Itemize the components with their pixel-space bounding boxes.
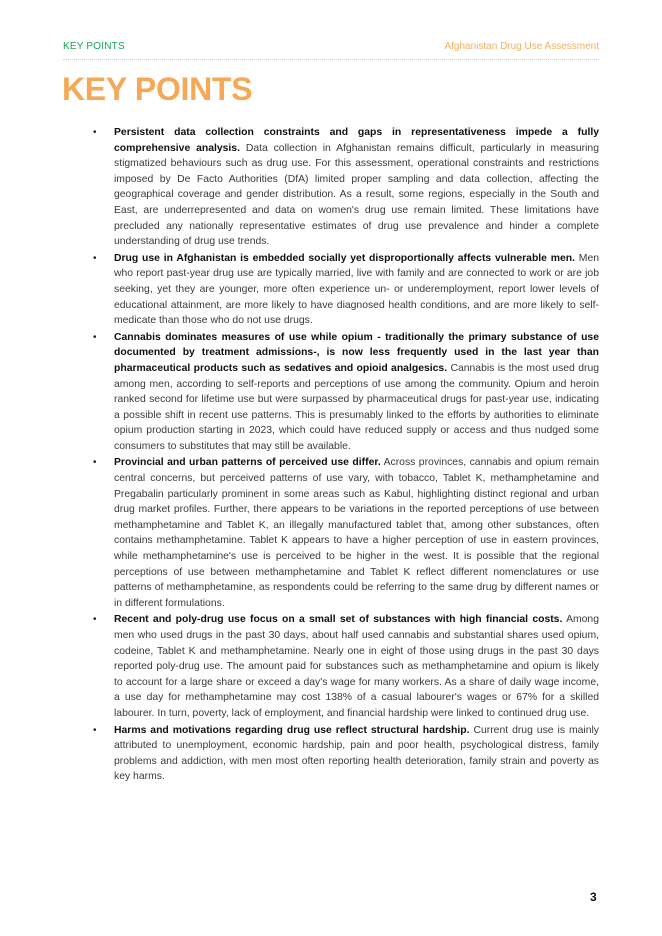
bullet-icon: • bbox=[93, 127, 97, 138]
key-point-lead: Recent and poly-drug use focus on a small set of substances with high financial costs. bbox=[114, 614, 563, 626]
key-point-body: Men who report past-year drug use are typically married, live with family and are connected to work or are job seeking, yet they are younger, more often experience un- or underemployment, report lower levels of educational attainment, are more likely to have diagnosed health conditions, and are more likely to self-medicate than those who do not use drugs. bbox=[114, 252, 600, 327]
key-point-body: Current drug use is mainly attributed to unemployment, economic hardship, pain and poor health, psychological distress, family problems and addiction, with men most often reporting health deterioration, family strain and poverty as key harms. bbox=[114, 724, 599, 783]
key-point-lead: Cannabis dominates measures of use while opium - traditionally the primary substance of use documented by treatment admissions-, is now less frequently used in the last year than pharmaceutical products such as sedatives and opioid analgesics. bbox=[114, 331, 599, 374]
key-point-lead: Persistent data collection constraints and gaps in representativeness impede a fully comprehensive analysis. bbox=[114, 127, 599, 154]
key-point bbox=[93, 125, 599, 250]
key-point bbox=[93, 455, 599, 611]
bullet-icon: • bbox=[93, 724, 97, 736]
key-point-body: Data collection in Afghanistan remains difficult, particularly in measuring stigmatized behaviours such as drug use. For this assessment, operational constraints and restrictions imposed by De Facto Authorities (DfA) limited proper sampling and data collection, affecting the geographical coverage and gender distribution. As a result, some regions, especially in the South and East, are underrepresented and data on women's drug use remain limited. These limitations have precluded any nationally representative estimates of drug use prevalence and hinder a complete understanding of drug use trends. bbox=[114, 142, 599, 248]
header-report-title: Afghanistan Drug Use Assessment bbox=[444, 41, 599, 52]
running-header bbox=[63, 41, 599, 60]
key-points-list bbox=[93, 125, 600, 786]
bullet-icon: • bbox=[93, 457, 97, 469]
key-point-lead: Harms and motivations regarding drug use reflect structural hardship. bbox=[114, 724, 470, 736]
key-point bbox=[93, 723, 599, 785]
key-point-lead: Drug use in Afghanistan is embedded socially yet disproportionally affects vulnerable men. bbox=[114, 252, 575, 264]
bullet-icon: • bbox=[93, 614, 97, 626]
key-point-body: Cannabis is the most used drug among men, according to self-reports and perceptions of use among the community. Opium and heroin ranked second for lifetime use but were surpassed by pharmaceutical drugs for past-year use, indicating a possible shift in recent use patterns. This is presumably linked to the efforts by authorities to eliminate opium production starting in 2023, which could have reduced supply or access and thus nudged some consumers to substitutes that may still be available. bbox=[114, 362, 599, 452]
page-number: 3 bbox=[590, 890, 597, 904]
bullet-icon: • bbox=[93, 252, 97, 264]
key-point-body: Across provinces, cannabis and opium remain central concerns, but perceived patterns of use vary, with tobacco, Tablet K, methamphetamine and Pregabalin particularly prominent in some areas such as Kabul, highlighting distinct regional and urban drug market profiles. Further, there appears to be variations in the reported perceptions of use between methamphetamine and Tablet K, an illegally manufactured tablet that, among other substances, often contains methamphetamine. Tablet K appears to have a higher perception of use in eastern provinces, while methamphetamine's use is perceived to be higher in the west. It is possible that the regional perceptions of use between methamphetamine and Tablet K reflect different nomenclatures or use patterns of methamphetamine, as respondents could be referring to the same drug by different names or in different formulations. bbox=[114, 457, 599, 609]
key-point-lead: Provincial and urban patterns of perceived use differ. bbox=[114, 457, 381, 469]
header-section-label: KEY POINTS bbox=[63, 41, 125, 52]
key-point bbox=[93, 612, 599, 721]
page-title: KEY POINTS bbox=[62, 71, 253, 107]
key-point bbox=[93, 251, 600, 329]
bullet-icon: • bbox=[93, 331, 97, 343]
key-point-body: Among men who used drugs in the past 30 days, about half used cannabis and substantial shares used opium, codeine, Tablet K and methamphetamine. Nearly one in eight of those using drugs in the past 30 days reported poly-drug use. The amount paid for substances such as methamphetamine and opium is likely to account for a large share or exceed a day's wage for many workers. As a share of daily wage income, a use day for methamphetamine may cost 138% of a casual labourer's wages or 67% for a skilled labourer. In turn, poverty, lack of employment, and financial hardship were linked to continued drug use. bbox=[114, 614, 599, 719]
key-point bbox=[93, 330, 599, 455]
